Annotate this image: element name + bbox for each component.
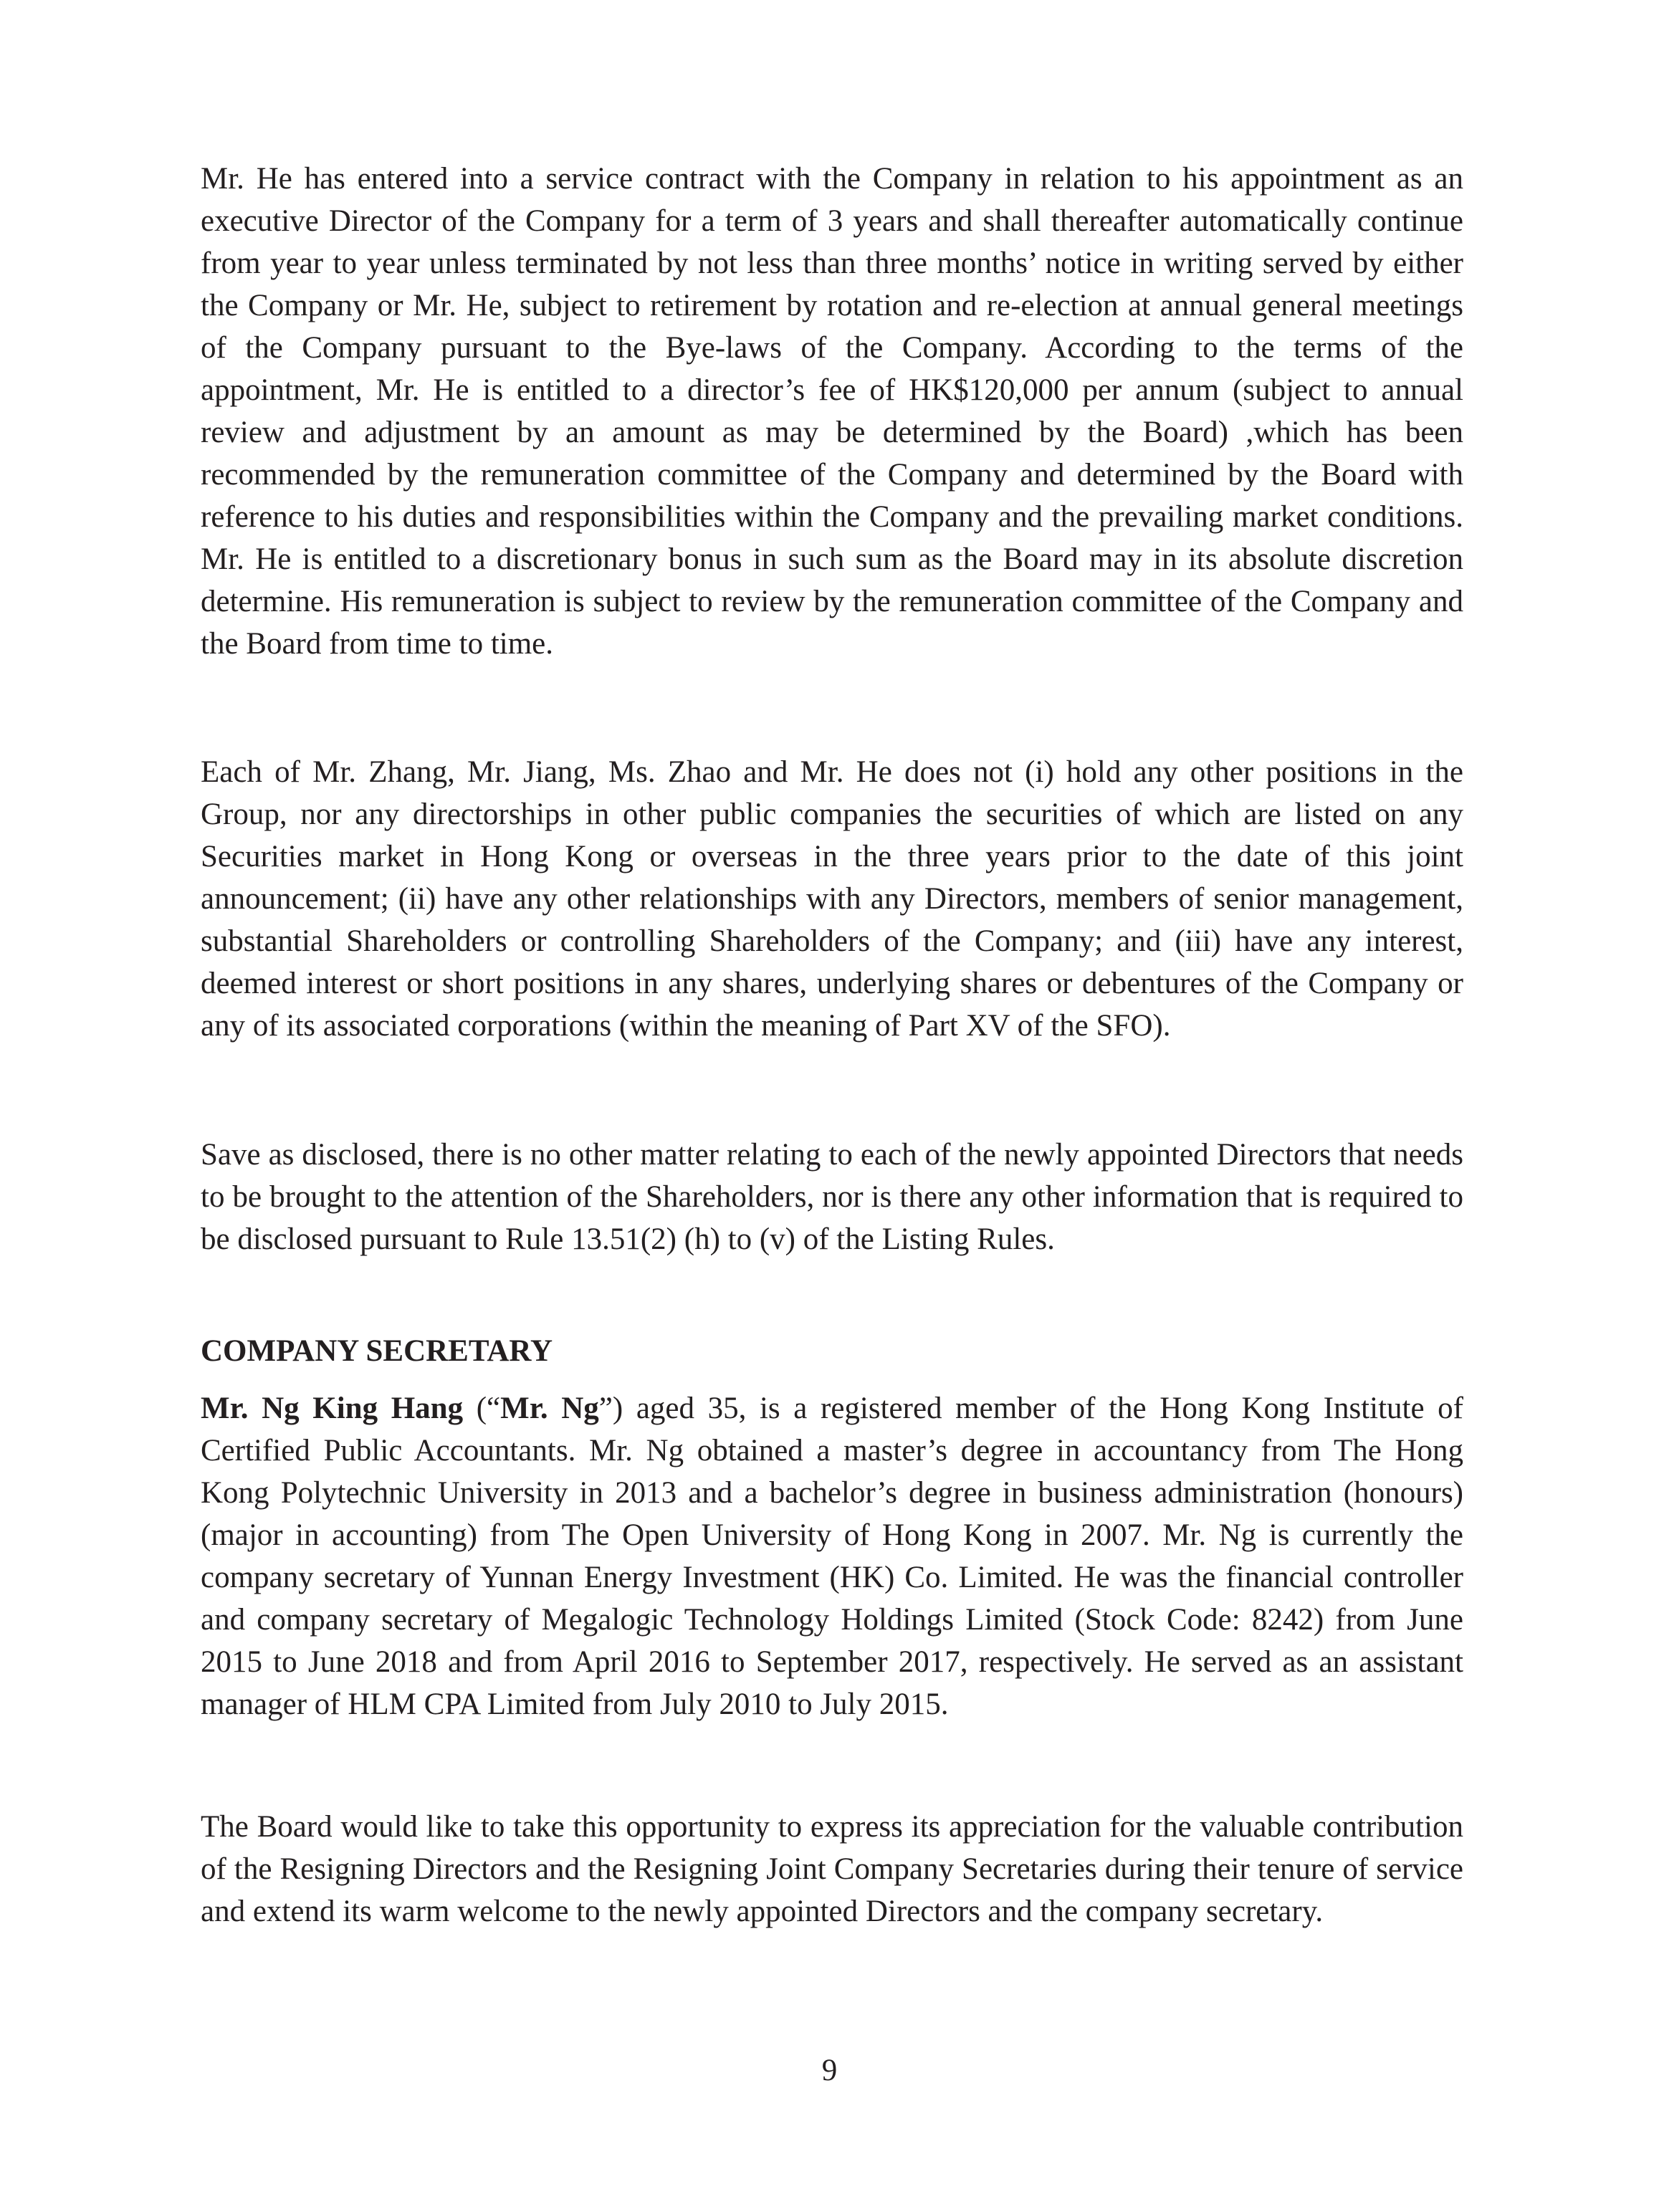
open-quote: (“ [463, 1392, 501, 1425]
paragraph-save-as-disclosed: Save as disclosed, there is no other matter relating to each of the newly appointed Directors that needs to be brought to the attention of the Shareholders, nor is there any other information that is required to be disclosed pursuant to Rule 13.51(2) (h) to (v) of the Listing Rules. [201, 1138, 1463, 1256]
paragraph-board-appreciation: The Board would like to take this opportunity to express its appreciation for the valuable contribution of the Resigning Directors and the Resigning Joint Company Secretaries during their tenure of service and extend its warm welcome to the newly appointed Directors and the company secretary. [201, 1810, 1463, 1928]
paragraph-directors-interests: Each of Mr. Zhang, Mr. Jiang, Ms. Zhao and Mr. He does not (i) hold any other positions in the Group, nor any directorships in other public companies the securities of which are listed on any Securities market in Hong Kong or overseas in the three years prior to the date of this joint announcement; (ii) have any other relationships with any Directors, members of senior management, substantial Shareholders or controlling Shareholders of the Company; and (iii) have any interest, deemed interest or short positions in any shares, underlying shares or debentures of the Company or any of its associated corporations (within the meaning of Part XV of the SFO). [201, 755, 1463, 1043]
section-heading-company-secretary: COMPANY SECRETARY [201, 1334, 553, 1368]
paragraph-company-secretary [201, 1387, 1463, 1725]
paragraph-service-contract: Mr. He has entered into a service contract with the Company in relation to his appointment as an executive Director of the Company for a term of 3 years and shall thereafter automatically continue from year to year unless terminated by not less than three months’ notice in writing served by either the Company or Mr. He, subject to retirement by rotation and re-election at annual general meetings of the Company pursuant to the Bye-laws of the Company. According to the terms of the appointment, Mr. He is entitled to a director’s fee of HK$120,000 per annum (subject to annual review and adjustment by an amount as may be determined by the Board) ,which has been recommended by the remuneration committee of the Company and determined by the Board with reference to his duties and responsibilities within the Company and the prevailing market conditions. Mr. He is entitled to a discretionary bonus in such sum as the Board may in its absolute discretion determine. His remuneration is subject to review by the remuneration committee of the Company and the Board from time to time. [201, 162, 1463, 661]
secretary-full-name: Mr. Ng King Hang [201, 1392, 464, 1425]
secretary-biography: ”) aged 35, is a registered member of the Hong Kong Institute of Certified Public Accountants. Mr. Ng obtained a master’s degree in accountancy from The Hong Kong Polytechnic University in 2013 and a bachelor’s degree in business administration (honours) (major in accounting) from The Open University of Hong Kong in 2007. Mr. Ng is currently the company secretary of Yunnan Energy Investment (HK) Co. Limited. He was the financial controller and company secretary of Megalogic Technology Holdings Limited (Stock Code: 8242) from June 2015 to June 2018 and from April 2016 to September 2017, respectively. He served as an assistant manager of HLM CPA Limited from July 2010 to July 2015. [201, 1392, 1464, 1721]
page-number: 9 [821, 2054, 838, 2087]
secretary-short-name: Mr. Ng [500, 1392, 599, 1425]
